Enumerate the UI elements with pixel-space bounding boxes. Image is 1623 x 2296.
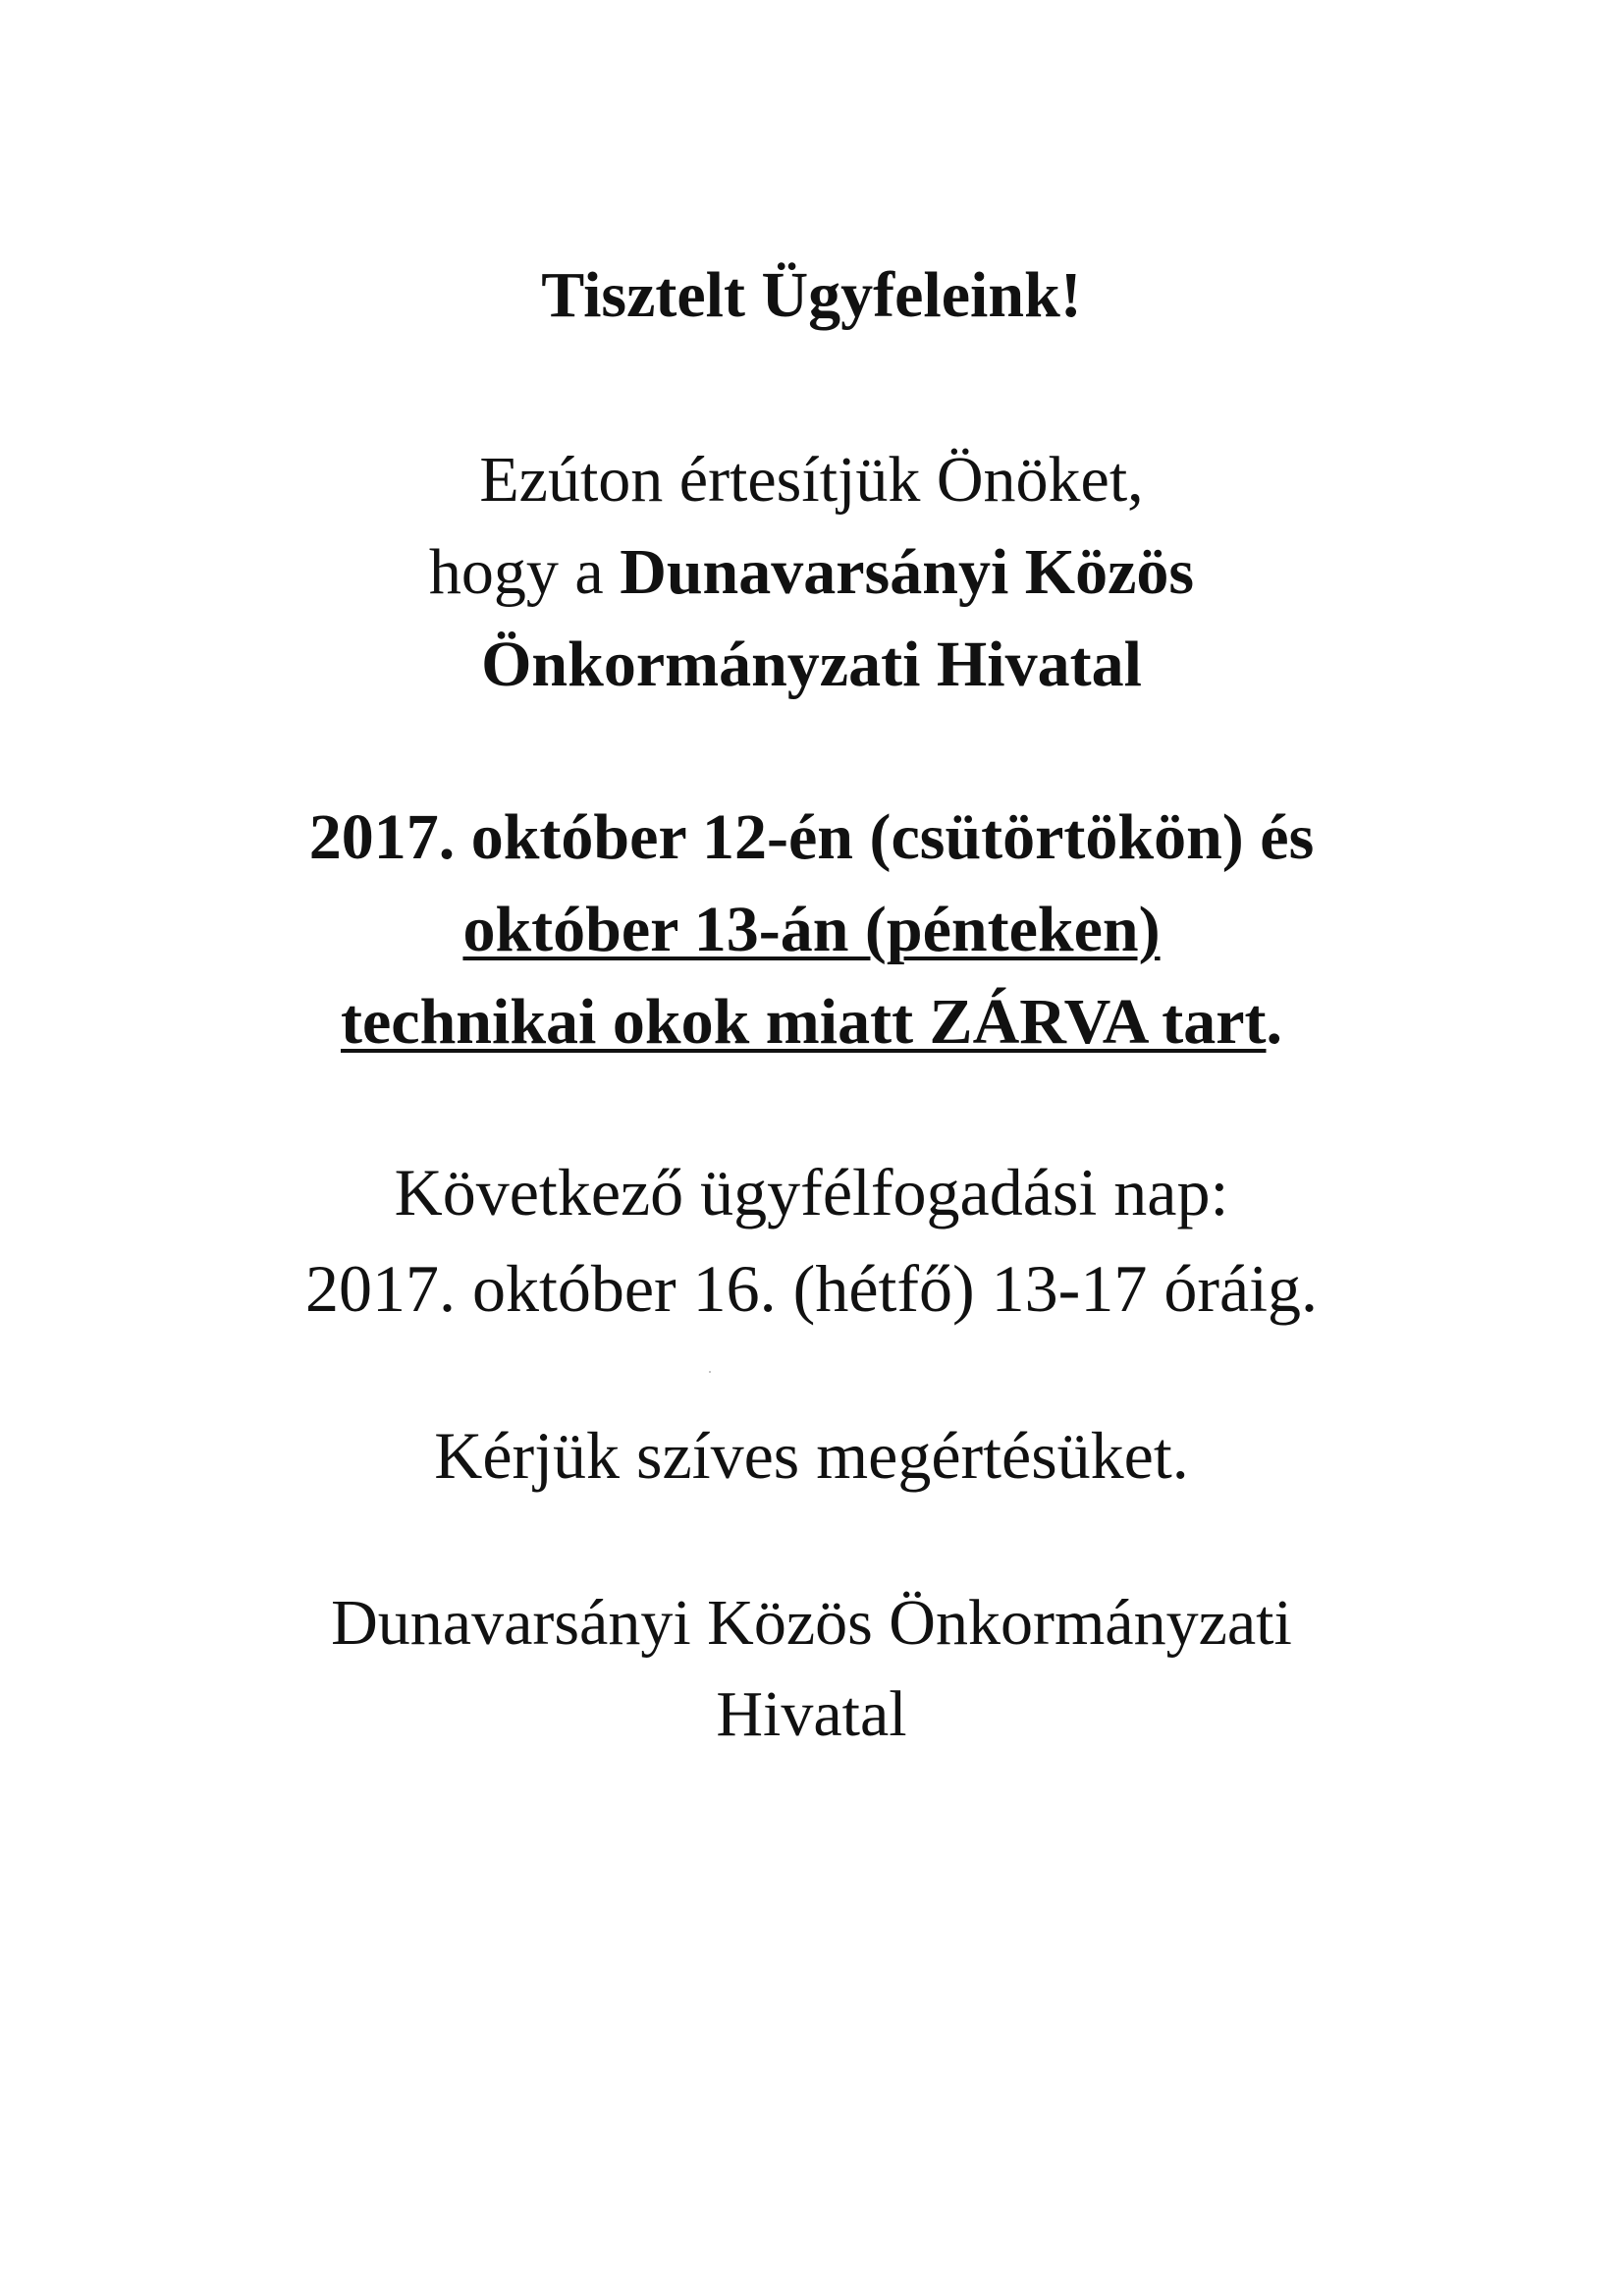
- signature-line-1: Dunavarsányi Közös Önkormányzati: [331, 1587, 1292, 1659]
- signature-line-2: Hivatal: [716, 1678, 907, 1750]
- closure-reason-text: technikai okok miatt ZÁRVA tart: [341, 986, 1267, 1058]
- greeting-heading: Tisztelt Ügyfeleink!: [541, 259, 1082, 331]
- closing-sentence: Kérjük szíves megértésüket.: [434, 1418, 1189, 1493]
- intro-line-2-prefix: hogy a: [428, 536, 621, 608]
- office-name-part-2: Önkormányzati Hivatal: [481, 629, 1142, 700]
- intro-line-2: [0, 536, 1623, 608]
- closure-second-date-text: október 13-án (pénteken): [462, 894, 1161, 965]
- closure-reason-period: .: [1266, 986, 1282, 1058]
- closure-dates-line: 2017. október 12-én (csütörtökön) és: [308, 801, 1315, 873]
- closure-second-date: [0, 894, 1623, 965]
- closure-reason: [0, 986, 1623, 1058]
- office-name-part-1: Dunavarsányi Közös: [620, 536, 1195, 608]
- intro-line-1: Ezúton értesítjük Önöket,: [479, 444, 1144, 516]
- next-day-value: 2017. október 16. (hétfő) 13-17 óráig.: [304, 1251, 1319, 1326]
- scan-speck: [709, 1371, 711, 1373]
- next-day-label: Következő ügyfélfogadási nap:: [394, 1155, 1229, 1230]
